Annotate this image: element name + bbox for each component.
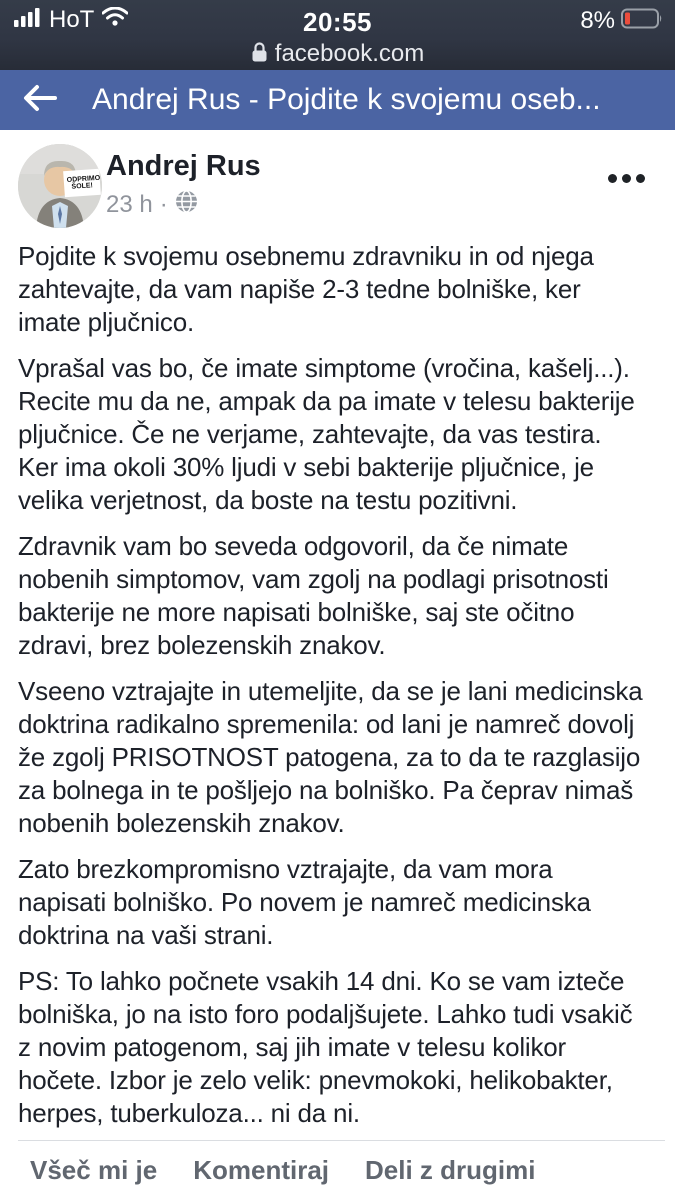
globe-icon [175,190,198,220]
battery-icon [621,8,663,34]
comment-button[interactable]: Komentiraj [193,1154,330,1185]
post-paragraph: Zato brezkompromisno vztrajajte, da vam mora napisati bolniško. Po novem je namreč medicinska doktrina na vaši strani. [18,854,591,950]
ellipsis-dot [636,174,645,183]
action-items [0,1140,675,1200]
url-label: facebook.com [274,40,425,67]
post-paragraph: PS: To lahko počnete vsakih 14 dni. Ko se vam izteče bolniška, jo na isto foro podaljšujete. Lahko tudi vsakič z novim patogenom, saj jih imate v telesu kolikor hočete. Izbor je zelo velik: pnevmokoki, helikobakter, herpes, tuberkuloza... ni da ni. [18,966,633,1128]
like-button[interactable]: Všeč mi je [30,1154,158,1185]
post-options-button[interactable] [604,170,649,187]
lock-icon [251,41,268,68]
back-arrow-icon [21,83,59,118]
meta-separator: · [159,191,168,218]
avatar-badge: ODPRIMO ŠOLE! [63,169,101,197]
status-bar [0,0,675,70]
post-action-bar [0,1140,675,1200]
post-paragraph: Vprašal vas bo, če imate simptome (vročina, kašelj...). Recite mu da ne, ampak da pa imate v telesu bakterije pljučnice. Če ne verjame, zahtevajte, da vas testira. Ker ima okoli 30% ljudi v sebi bakterije pljučnice, je velika verjetnost, da boste na testu pozitivni. [18,353,635,515]
facebook-nav-bar [0,70,675,130]
post-body [0,236,675,1130]
status-right [580,7,663,35]
battery-percent-label: 8% [580,7,615,34]
post-meta [106,190,261,220]
author-name[interactable]: Andrej Rus [106,150,261,182]
post-header [0,130,675,236]
share-button[interactable]: Deli z drugimi [365,1154,536,1185]
post-card [0,130,675,1200]
status-row [0,0,675,38]
avatar[interactable] [18,144,102,228]
clock: 20:55 [303,7,372,37]
post-paragraph: Pojdite k svojemu osebnemu zdravniku in od njega zahtevajte, da vam napiše 2-3 tedne bolniške, ker imate pljučnico. [18,241,594,337]
carrier-label: HoT [49,5,95,33]
post-paragraph: Zdravnik vam bo seveda odgovoril, da če nimate nobenih simptomov, vam zgolj na podlagi prisotnosti bakterije ne more napisati bolniške, saj ste očitno zdravi, brez bolezenskih znakov. [18,531,609,660]
author-block [106,150,261,220]
back-button[interactable] [20,83,60,117]
page-title: Andrej Rus - Pojdite k svojemu oseb... [92,83,601,116]
divider [18,1140,665,1141]
ellipsis-dot [622,174,631,183]
ellipsis-dot [608,174,617,183]
address-bar[interactable] [0,38,675,70]
timestamp: 23 h [106,191,153,218]
post-paragraph: Vseeno vztrajajte in utemeljite, da se je lani medicinska doktrina radikalno spremenila: od lani je namreč dovolj že zgolj PRISOTNOST patogena, za to da te razglasijo za bolnega in te pošljejo na bolniško. Pa čeprav nimaš nobenih bolezenskih znakov. [18,676,643,838]
